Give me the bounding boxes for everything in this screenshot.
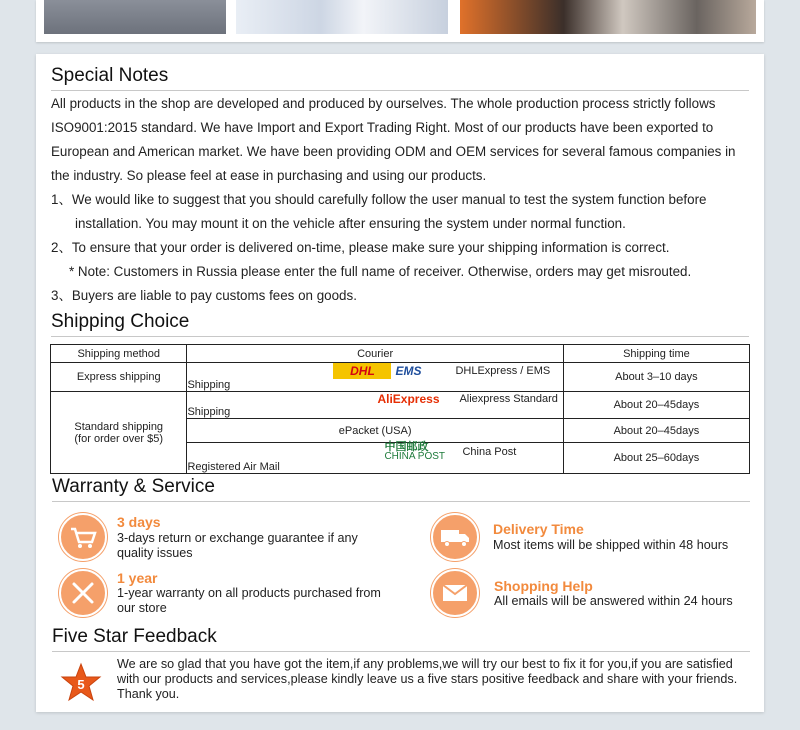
info-card [36,54,764,712]
intro-text: All products in the shop are developed and produced by ourselves. The whole production process strictly follows ISO9001:2015 standard. We have Import and Export Trading Right. Most of our products have been exported to European and American market. We have been providing ODM and OEM services for several famous companies in the industry. So please feel at ease in purchasing and using our products. [51,96,736,183]
courier-cell [187,392,563,419]
warranty-title-help: Shopping Help [494,578,593,594]
method-note: (for order over $5) [74,432,164,445]
time-cell: About 20–45days [563,392,749,419]
note-1: 1、We would like to suggest that you should carefully follow the user manual to test the system function before [51,192,707,207]
courier-name: DHLExpress / EMS Shipping [187,365,551,392]
note-3: 3、Buyers are liable to pay customs fees on goods. [51,288,357,303]
feedback-heading: Five Star Feedback [52,625,750,652]
product-photo [460,0,756,34]
product-photo-strip [36,0,764,42]
dhl-logo: DHL [333,363,391,379]
warranty-text-delivery: Most items will be shipped within 48 hours [493,538,729,552]
star-badge-number: 5 [77,677,85,692]
special-notes-body [51,92,751,308]
method-label: Standard shipping [74,420,164,433]
courier-cell [187,363,563,392]
note-1-cont: installation. You may mount it on the vehicle after ensuring the system under normal function. [75,216,626,231]
feedback-text: We are so glad that you have got the item,if any problems,we will try our best to fix it for you,if you are satisfied with our products and services,please kindly leave us a five stars positive feedback and share with your friends. Thank you. [117,657,738,701]
aliexpress-logo: AliExpress [377,392,440,407]
truck-icon [431,513,479,561]
method-cell: Express shipping [51,363,187,392]
ems-logo: EMS [395,364,422,378]
time-cell: About 20–45days [563,419,749,443]
shipping-heading: Shipping Choice [51,310,749,337]
warranty-title-delivery: Delivery Time [493,521,584,537]
col-method: Shipping method [51,345,187,363]
col-time: Shipping time [563,345,749,363]
warranty-title-3days: 3 days [117,514,161,530]
tools-icon [59,569,107,617]
special-notes-heading: Special Notes [51,64,749,91]
time-cell: About 25–60days [563,443,749,474]
warranty-text-3days: 3-days return or exchange guarantee if any quality issues [117,531,358,560]
courier-cell: ePacket (USA) [187,419,563,443]
note-2: 2、To ensure that your order is delivered on-time, please make sure your shipping information is correct. [51,240,670,255]
note-2-sub: * Note: Customers in Russia please enter the full name of receiver. Otherwise, orders may get misrouted. [69,264,692,279]
star-icon [60,662,102,704]
shipping-table [50,344,750,474]
warranty-text-1year: 1-year warranty on all products purchased from our store [117,586,381,615]
courier-cell [187,443,563,474]
cart-icon [59,513,107,561]
product-photo [236,0,448,34]
courier-name: Aliexpress Standard Shipping [187,393,558,419]
envelope-icon [431,569,479,617]
time-cell: About 3–10 days [563,363,749,392]
china-post-logo: 中国邮政 CHINA POST [384,441,446,463]
table-row [51,363,750,392]
product-photo [44,0,226,34]
courier-name: China Post Registered Air Mail [187,446,517,474]
col-courier: Courier [187,345,563,363]
table-row [51,392,750,419]
method-cell [51,392,187,474]
warranty-heading: Warranty & Service [52,475,750,502]
warranty-title-1year: 1 year [117,570,158,586]
warranty-text-help: All emails will be answered within 24 hours [494,594,733,608]
